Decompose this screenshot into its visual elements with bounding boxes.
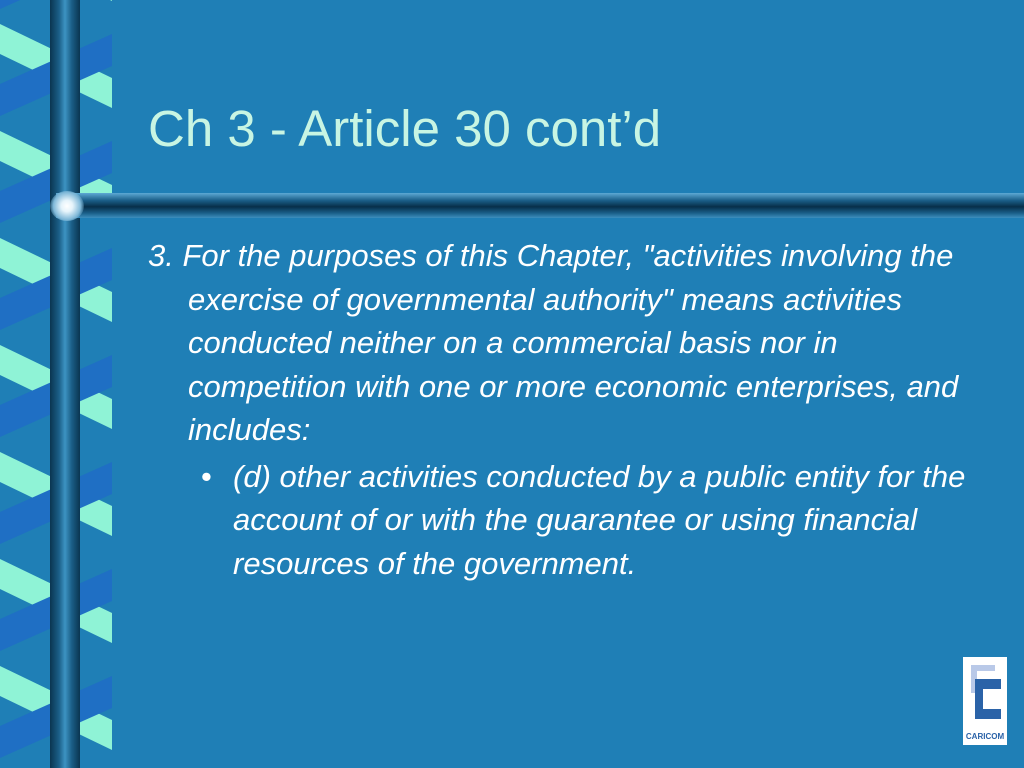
title-divider-bar xyxy=(56,193,1024,218)
sub-bullet-text: (d) other activities conducted by a public entity for the account of or with the guarantee or using financial resources of the government. xyxy=(233,458,966,581)
bullet-marker: • xyxy=(201,458,212,494)
body-paragraph: 3. For the purposes of this Chapter, "activities involving the exercise of governmental authority" means activities conducted neither on a commercial basis nor in competition with one or more economic enterprises, and includes: xyxy=(148,238,959,447)
caricom-logo xyxy=(963,657,1007,745)
divider-highlight-knob xyxy=(50,191,84,221)
sub-bullet-list xyxy=(201,455,1000,586)
sub-bullet-item xyxy=(201,455,1000,586)
caricom-logo-text: CARICOM xyxy=(965,732,1005,741)
slide-title: Ch 3 - Article 30 cont’d xyxy=(148,100,662,157)
slide-body xyxy=(148,234,1000,585)
caricom-logo-icon xyxy=(967,663,1003,725)
vertical-pole-decoration xyxy=(50,0,80,768)
